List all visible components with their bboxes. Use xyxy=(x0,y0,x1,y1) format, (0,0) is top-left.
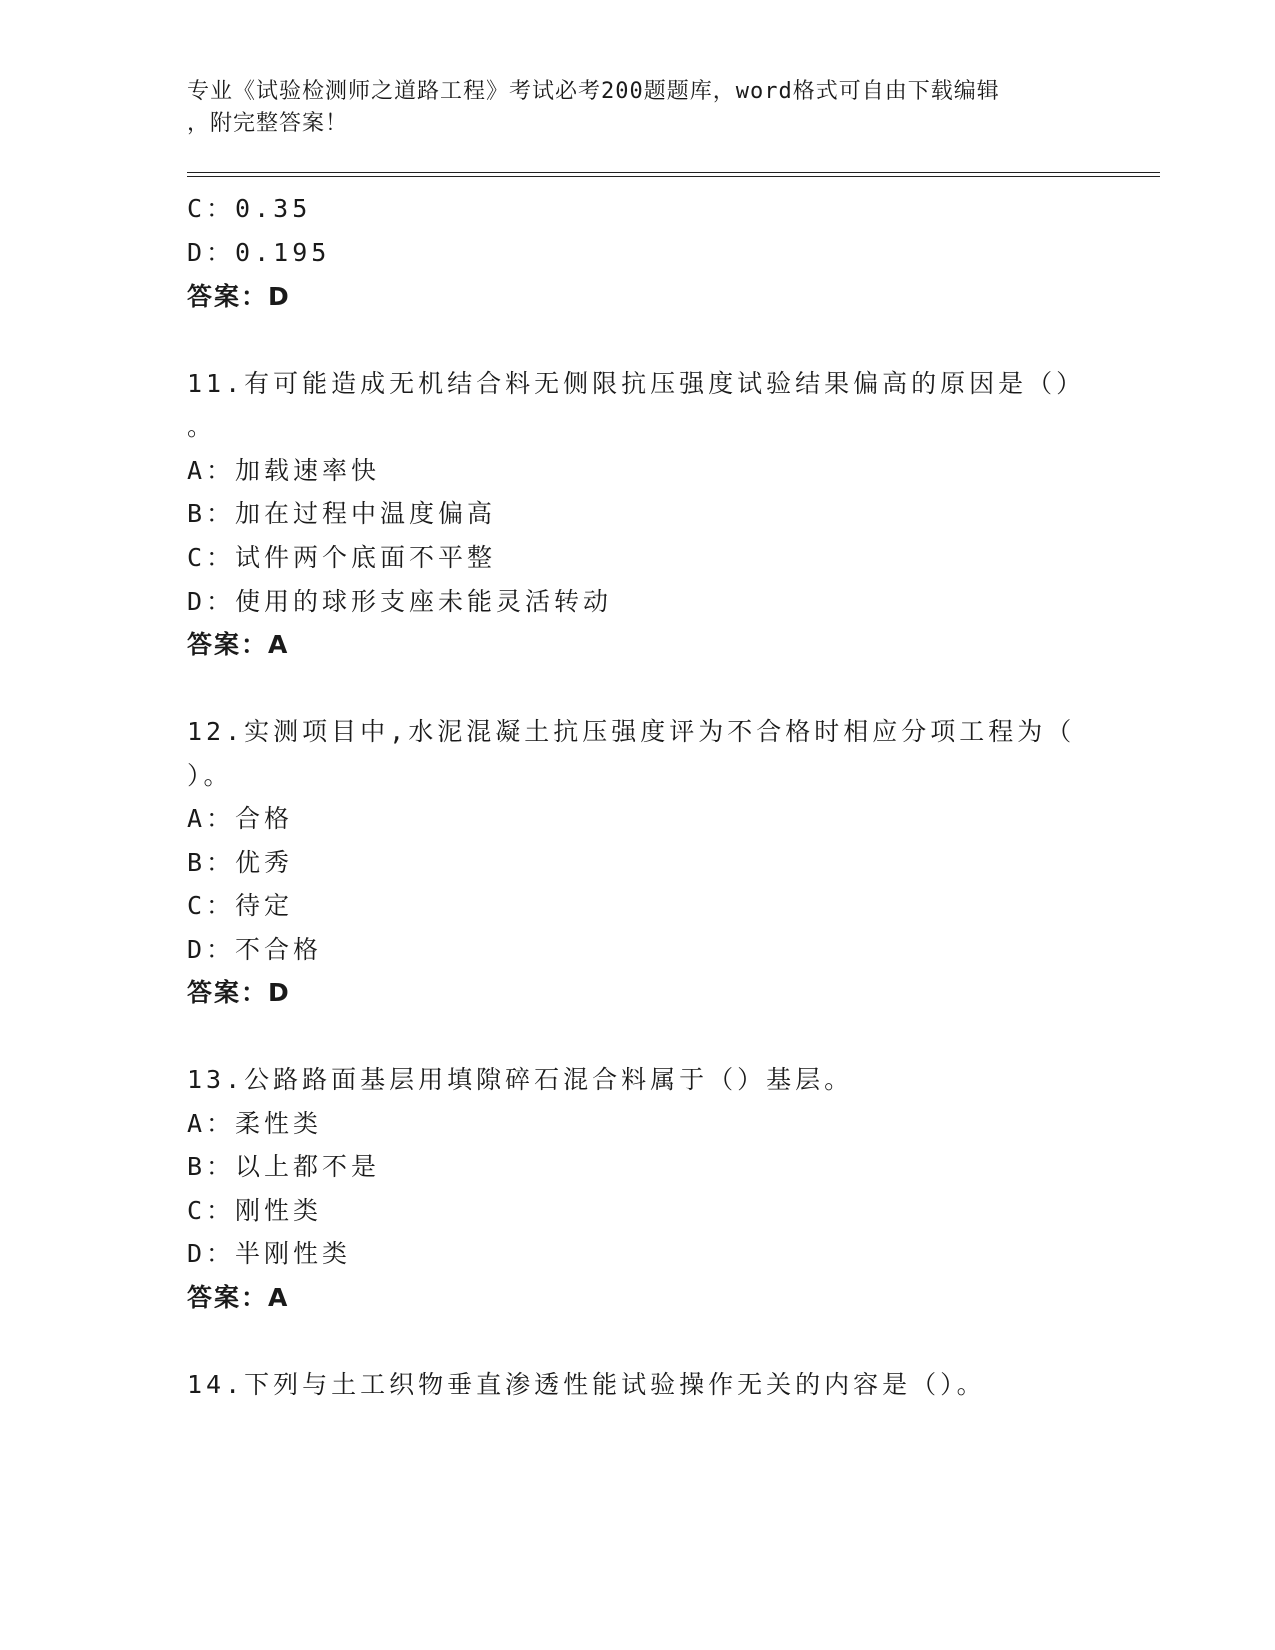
header-divider-bottom xyxy=(187,176,1160,177)
document-header-line-1: 专业《试验检测师之道路工程》考试必考200题题库，word格式可自由下载编辑 xyxy=(187,79,1000,104)
q13-option-b: B：以上都不是 xyxy=(187,1152,381,1181)
q10-answer: 答案：D xyxy=(187,282,291,311)
q11-option-c: C：试件两个底面不平整 xyxy=(187,543,497,572)
q12-option-c: C：待定 xyxy=(187,891,294,920)
q12-answer: 答案：D xyxy=(187,978,291,1007)
q12-option-b: B：优秀 xyxy=(187,848,294,877)
q12-question-line-2: ）。 xyxy=(187,761,233,790)
q13-option-a: A：柔性类 xyxy=(187,1109,323,1138)
header-divider-top xyxy=(187,172,1160,173)
q11-question-line-2: 。 xyxy=(187,412,217,441)
q14-question-line-1: 14.下列与土工织物垂直渗透性能试验操作无关的内容是（）。 xyxy=(187,1370,986,1399)
document-header-line-2: ，附完整答案！ xyxy=(187,111,349,136)
q11-option-a: A：加载速率快 xyxy=(187,456,381,485)
q12-option-d: D：不合格 xyxy=(187,935,323,964)
q13-option-c: C：刚性类 xyxy=(187,1196,323,1225)
q13-option-d: D：半刚性类 xyxy=(187,1239,352,1268)
q11-option-d: D：使用的球形支座未能灵活转动 xyxy=(187,587,613,616)
q10-option-d: D：0.195 xyxy=(187,238,331,267)
q12-option-a: A：合格 xyxy=(187,804,294,833)
q13-answer: 答案：A xyxy=(187,1283,290,1312)
q11-option-b: B：加在过程中温度偏高 xyxy=(187,499,497,528)
q11-answer: 答案：A xyxy=(187,630,290,659)
q11-question-line-1: 11.有可能造成无机结合料无侧限抗压强度试验结果偏高的原因是（） xyxy=(187,369,1086,398)
q13-question-line-1: 13.公路路面基层用填隙碎石混合料属于（）基层。 xyxy=(187,1065,854,1094)
q12-question-line-1: 12.实测项目中,水泥混凝土抗压强度评为不合格时相应分项工程为（ xyxy=(187,717,1076,746)
q10-option-c: C：0.35 xyxy=(187,194,312,223)
